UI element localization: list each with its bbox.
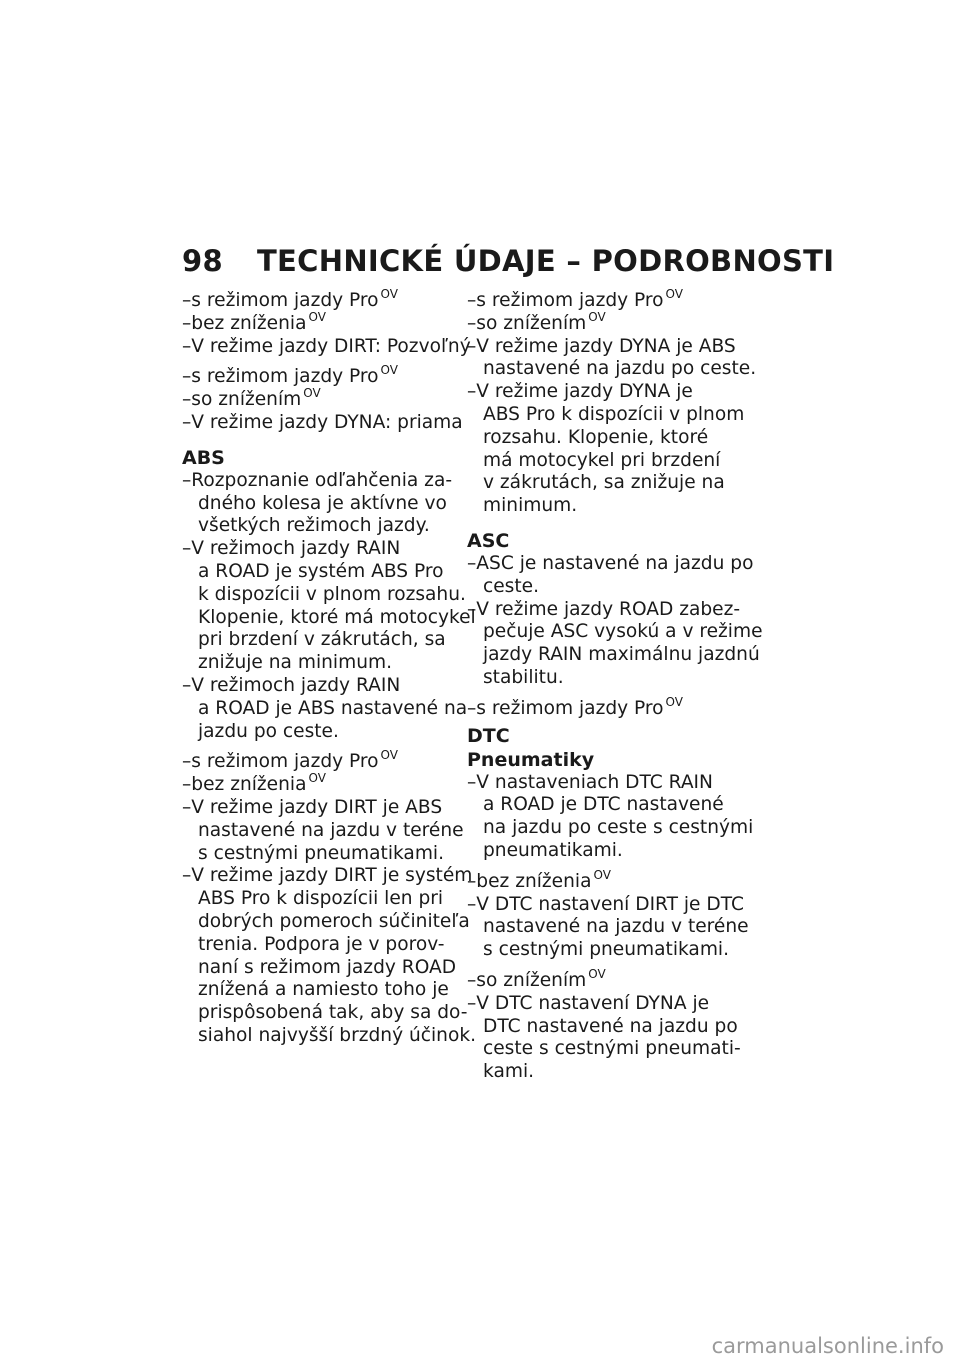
option-superscript: OV	[308, 309, 326, 324]
left-column	[182, 287, 477, 1048]
list-item: –ASC je nastavené na jazdu po	[467, 552, 754, 574]
option-superscript: OV	[380, 363, 398, 378]
list-item-continuation: rozsahu. Klopenie, ktoré	[483, 426, 709, 448]
list-item-continuation: nastavené na jazdu v teréne	[483, 916, 749, 938]
list-item-continuation: trenia. Podpora je v porov-	[198, 933, 445, 955]
page-number: 98	[182, 244, 223, 278]
list-item-continuation: ceste.	[483, 575, 539, 597]
list-item: –bez zníženia $^{OV}$	[182, 309, 326, 334]
list-item-continuation: v zákrutách, sa znižuje na	[483, 472, 725, 494]
list-item: –s režimom jazdy Pro $^{OV}$	[182, 748, 398, 773]
list-item: –bez zníženia $^{OV}$	[182, 771, 326, 796]
list-item-continuation: ABS Pro k dispozícii len pri	[198, 888, 444, 910]
list-item: –s režimom jazdy Pro $^{OV}$	[467, 287, 683, 311]
list-item: –so znížením $^{OV}$	[467, 309, 606, 334]
option-superscript: OV	[380, 748, 398, 763]
right-column	[467, 287, 763, 1084]
list-item-continuation: a ROAD je ABS nastavené na	[198, 697, 468, 719]
list-item: –V režimoch jazdy RAIN	[182, 674, 401, 696]
list-item-continuation: ceste s cestnými pneumati-	[483, 1038, 741, 1060]
list-item-continuation: znižuje na minimum.	[198, 652, 393, 674]
list-item: –V režime jazdy DIRT je systém	[182, 865, 473, 887]
list-item: –V režime jazdy ROAD zabez-	[467, 598, 741, 620]
list-item-continuation: nastavené na jazdu po ceste.	[483, 358, 757, 380]
list-item: –so znížením $^{OV}$	[467, 966, 606, 991]
list-item: –s režimom jazdy Pro $^{OV}$	[467, 694, 683, 719]
list-item-continuation: ABS Pro k dispozícii v plnom	[483, 403, 745, 425]
section-heading-abs: ABS	[182, 446, 225, 469]
watermark-link[interactable]: carmanualsonline.info	[711, 1334, 944, 1358]
list-item: –s režimom jazdy Pro $^{OV}$	[182, 363, 398, 388]
list-item-continuation: má motocykel pri brzdení	[483, 449, 721, 471]
list-item-continuation: pečuje ASC vysokú a v režime	[483, 621, 763, 643]
list-item-continuation: pneumatikami.	[483, 839, 623, 861]
option-superscript: OV	[665, 287, 683, 301]
list-item-continuation: všetkých režimoch jazdy.	[198, 515, 430, 537]
list-item-continuation: s cestnými pneumatikami.	[198, 842, 445, 864]
option-superscript: OV	[380, 287, 398, 301]
page-title: TECHNICKÉ ÚDAJE – PODROBNOSTI	[256, 244, 835, 278]
list-item: –V režime jazdy DIRT je ABS	[182, 796, 443, 818]
list-item-continuation: minimum.	[483, 495, 578, 517]
list-item-continuation: nastavené na jazdu v teréne	[198, 819, 464, 841]
list-item: –V DTC nastavení DYNA je	[467, 992, 710, 1014]
page-header	[182, 244, 834, 278]
section-heading-pneumatiky: Pneumatiky	[467, 748, 595, 771]
option-superscript: OV	[308, 771, 326, 786]
list-item: –bez zníženia $^{OV}$	[467, 867, 611, 892]
list-item: –V režime jazdy DYNA je	[467, 381, 693, 403]
option-superscript: OV	[665, 694, 683, 709]
list-item-continuation: znížená a namiesto toho je	[198, 979, 449, 1001]
list-item: –V režime jazdy DYNA je ABS	[467, 335, 736, 357]
list-item: –Rozpoznanie odľahčenia za-	[182, 469, 453, 491]
list-item: –V nastaveniach DTC RAIN	[467, 771, 713, 793]
list-item-continuation: pri brzdení v zákrutách, sa	[198, 629, 446, 651]
list-item-continuation: s cestnými pneumatikami.	[483, 939, 730, 961]
list-item-continuation: Klopenie, ktoré má motocykel	[198, 606, 476, 628]
list-item-continuation: jazdu po ceste.	[198, 720, 339, 742]
list-item-continuation: prispôsobená tak, aby sa do-	[198, 1002, 468, 1024]
list-item-continuation: stabilitu.	[483, 666, 564, 688]
list-item: –V DTC nastavení DIRT je DTC	[467, 893, 744, 915]
list-item-continuation: na jazdu po ceste s cestnými	[483, 817, 754, 839]
list-item-continuation: a ROAD je DTC nastavené	[483, 794, 724, 816]
list-item-continuation: kami.	[483, 1061, 535, 1083]
list-item: –V režimoch jazdy RAIN	[182, 538, 401, 560]
list-item: –so znížením $^{OV}$	[182, 386, 321, 411]
list-item-continuation: siahol najvyšší brzdný účinok.	[198, 1024, 477, 1046]
list-item: –V režime jazdy DYNA: priama	[182, 411, 463, 433]
section-heading-asc: ASC	[467, 529, 510, 552]
list-item-continuation: jazdy RAIN maximálnu jazdnú	[483, 644, 760, 666]
option-superscript: OV	[593, 867, 611, 882]
list-item-continuation: DTC nastavené na jazdu po	[483, 1015, 738, 1037]
section-heading-dtc: DTC	[467, 724, 510, 747]
list-item-continuation: k dispozícii v plnom rozsahu.	[198, 583, 466, 605]
option-superscript: OV	[588, 309, 606, 324]
option-superscript: OV	[303, 386, 321, 401]
list-item: –s režimom jazdy Pro $^{OV}$	[182, 287, 398, 311]
list-item-continuation: a ROAD je systém ABS Pro	[198, 560, 444, 582]
list-item-continuation: naní s režimom jazdy ROAD	[198, 956, 457, 978]
list-item-continuation: dného kolesa je aktívne vo	[198, 492, 447, 514]
list-item: –V režime jazdy DIRT: Pozvoľný	[182, 335, 471, 357]
option-superscript: OV	[588, 966, 606, 981]
list-item-continuation: dobrých pomeroch súčiniteľa	[198, 910, 470, 932]
